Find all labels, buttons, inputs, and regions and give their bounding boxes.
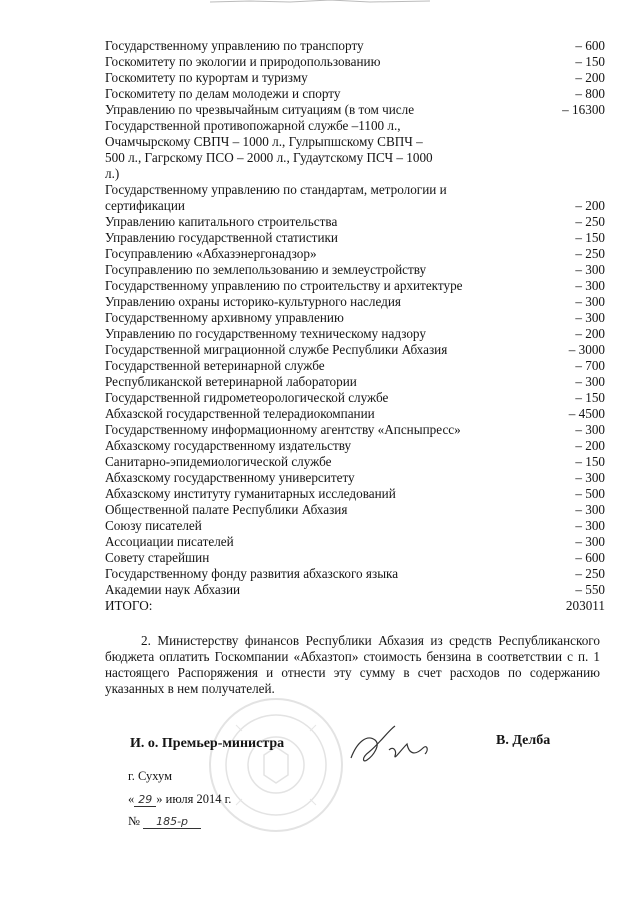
handwritten-signature (345, 720, 440, 770)
allocation-amount: – 300 (575, 262, 605, 277)
recipient-name: Союзу писателей (105, 518, 202, 533)
recipient-name: Государственному информационному агентству «Апсныпресс» (105, 422, 461, 437)
allocation-row (105, 342, 605, 358)
recipient-name: Госкомитету по экологии и природопользованию (105, 54, 381, 69)
recipient-name: Государственной гидрометеорологической службе (105, 390, 389, 405)
allocation-amount: – 300 (575, 278, 605, 293)
recipient-name: Госуправлению по землепользованию и землеустройству (105, 262, 427, 277)
recipient-name: Санитарно-эпидемиологической службе (105, 454, 332, 469)
allocation-row (105, 294, 605, 310)
recipient-name: Государственному управлению по строительству и архитектуре (105, 278, 463, 293)
allocation-amount: – 300 (575, 502, 605, 517)
allocation-amount: – 200 (575, 70, 605, 85)
allocation-amount: – 300 (575, 518, 605, 533)
allocation-row (105, 262, 605, 278)
allocation-row (105, 438, 605, 454)
allocation-row (105, 38, 605, 54)
allocation-row (105, 406, 605, 422)
allocation-amount: – 300 (575, 534, 605, 549)
recipient-name: Госуправлению «Абхазэнергонадзор» (105, 246, 317, 261)
allocation-row (105, 550, 605, 566)
allocation-row (105, 230, 605, 246)
signatory-position: И. о. Премьер-министра (130, 736, 285, 751)
allocation-amount: – 250 (575, 246, 605, 261)
allocation-row (105, 390, 605, 406)
date-month-year: июля 2014 г. (165, 792, 232, 806)
date-close-quote: » (156, 792, 163, 806)
recipient-name: Абхазскому государственному издательству (105, 438, 352, 453)
number-value: 185-р (143, 815, 201, 829)
allocation-amount: – 500 (575, 486, 605, 501)
allocation-amount: – 600 (575, 550, 605, 565)
allocation-row (105, 534, 605, 550)
allocation-row (105, 214, 605, 230)
allocation-amount: – 700 (575, 358, 605, 373)
allocation-row (105, 582, 605, 598)
allocation-amount: – 16300 (562, 102, 605, 117)
allocation-list (105, 38, 605, 614)
allocation-row (105, 310, 605, 326)
paragraph-2 (105, 633, 600, 697)
allocation-row (105, 566, 605, 582)
recipient-name: Государственной ветеринарной службе (105, 358, 325, 373)
recipient-name: Госкомитету по курортам и туризму (105, 70, 308, 85)
allocation-amount: – 300 (575, 470, 605, 485)
recipient-name: Государственной миграционной службе Республики Абхазия (105, 342, 448, 357)
allocation-amount: – 150 (575, 454, 605, 469)
recipient-name: Ассоциации писателей (105, 534, 234, 549)
allocation-amount: – 200 (575, 198, 605, 213)
allocation-amount: – 300 (575, 374, 605, 389)
allocation-amount: – 4500 (568, 406, 605, 421)
allocation-amount: – 300 (575, 294, 605, 309)
allocation-row (105, 102, 605, 182)
recipient-name: Абхазскому государственному университету (105, 470, 355, 485)
allocation-amount: – 550 (575, 582, 605, 597)
document-number (128, 814, 201, 829)
recipient-name: Государственному управлению по транспорту (105, 38, 364, 53)
allocation-amount: – 200 (575, 438, 605, 453)
allocation-amount: – 150 (575, 54, 605, 69)
signatory-name: В. Делба (496, 733, 551, 748)
recipient-name: Управлению государственной статистики (105, 230, 338, 245)
document-date (128, 792, 231, 807)
paragraph-2-text: 2. Министерству финансов Республики Абхазия из средств Республиканского бюджета оплатить Госкомпании «Абхазтоп» стоимость бензина в соответствии с п. 1 настоящего Распоряжения и отнести эту сумму в счет расходов по содержанию указанных в нем получателей. (105, 633, 600, 696)
top-edge-mark (210, 0, 430, 4)
total-value: 203011 (565, 598, 605, 613)
allocation-amount: – 3000 (568, 342, 605, 357)
recipient-name: Управлению охраны историко-культурного наследия (105, 294, 401, 309)
recipient-name: Управлению по чрезвычайным ситуациям (в том числе Государственной противопожарной службе –1100 л., Очамчырскому СВПЧ – 1000 л., Гулрыпшскому СВПЧ – 500 л., Гагрскому ПСО – 2000 л., Гудаутскому ПСЧ – 1000 л.) (105, 102, 433, 181)
allocation-amount: – 300 (575, 422, 605, 437)
allocation-amount: – 250 (575, 214, 605, 229)
allocation-row (105, 422, 605, 438)
allocation-row (105, 374, 605, 390)
official-seal (206, 695, 346, 835)
recipient-name: Общественной палате Республики Абхазия (105, 502, 348, 517)
recipient-name: Госкомитету по делам молодежи и спорту (105, 86, 341, 101)
recipient-name: Республиканской ветеринарной лаборатории (105, 374, 357, 389)
allocation-row (105, 54, 605, 70)
number-prefix: № (128, 814, 140, 828)
total-label: ИТОГО: (105, 598, 153, 613)
date-open-quote: « (128, 792, 135, 806)
allocation-amount: – 600 (575, 38, 605, 53)
allocation-amount: – 300 (575, 310, 605, 325)
allocation-amount: – 800 (575, 86, 605, 101)
recipient-name: Совету старейшин (105, 550, 210, 565)
allocation-row (105, 70, 605, 86)
recipient-name: Абхазской государственной телерадиокомпании (105, 406, 375, 421)
recipient-name: Государственному управлению по стандартам, метрологии и сертификации (105, 182, 447, 213)
allocation-amount: – 250 (575, 566, 605, 581)
allocation-row (105, 86, 605, 102)
allocation-row (105, 454, 605, 470)
allocation-row (105, 326, 605, 342)
allocation-row (105, 470, 605, 486)
allocation-amount: – 150 (575, 230, 605, 245)
total-row (105, 598, 605, 614)
date-day: 29 (134, 793, 156, 807)
allocation-row (105, 246, 605, 262)
recipient-name: Государственному архивному управлению (105, 310, 344, 325)
allocation-row (105, 278, 605, 294)
allocation-row (105, 486, 605, 502)
allocation-row (105, 518, 605, 534)
recipient-name: Управлению по государственному техническому надзору (105, 326, 426, 341)
allocation-amount: – 200 (575, 326, 605, 341)
city: г. Сухум (128, 769, 173, 783)
allocation-row (105, 502, 605, 518)
allocation-row (105, 182, 605, 214)
allocation-amount: – 150 (575, 390, 605, 405)
recipient-name: Академии наук Абхазии (105, 582, 241, 597)
allocation-row (105, 358, 605, 374)
recipient-name: Абхазскому институту гуманитарных исследований (105, 486, 396, 501)
recipient-name: Управлению капитального строительства (105, 214, 338, 229)
recipient-name: Государственному фонду развития абхазского языка (105, 566, 399, 581)
